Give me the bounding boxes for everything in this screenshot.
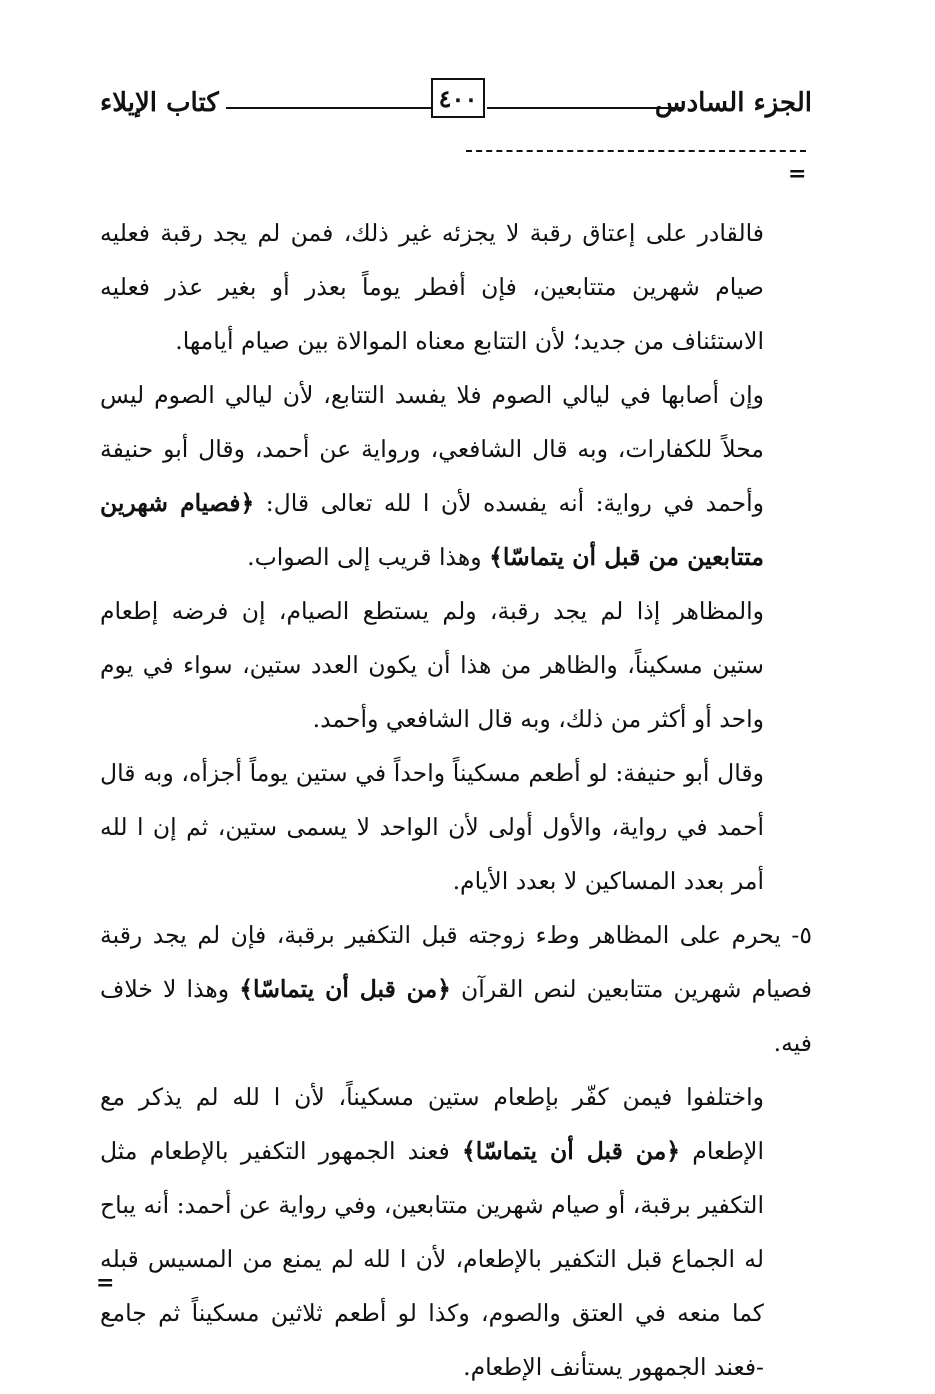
header-rule-left [226, 107, 431, 109]
page-header [100, 78, 812, 134]
paragraph-text: وهذا لا خلاف فيه. [100, 975, 812, 1057]
paragraph-3 [100, 584, 812, 746]
numbered-item-5 [100, 908, 812, 1070]
dashed-separator [466, 150, 806, 152]
quran-quote: ﴿فصيام شهرين متتابعين من قبل أن يتماسّا﴾ [100, 489, 764, 571]
paragraph-text: وهذا قريب إلى الصواب. [247, 543, 490, 571]
volume-label: الجزء السادس [654, 88, 812, 118]
paragraph-6 [100, 1070, 812, 1394]
quran-quote: ﴿من قبل أن يتماسّا﴾ [462, 1137, 681, 1165]
paragraph-2 [100, 368, 812, 584]
header-rule-right [487, 107, 682, 109]
paragraph-4 [100, 746, 812, 908]
paragraph-text: والمظاهر إذا لم يجد رقبة، ولم يستطع الصيام، إن فرضه إطعام ستين مسكيناً، والظاهر من هذا أن يكون العدد ستين، سواء في يوم واحد أو أكثر من ذلك، وبه قال الشافعي وأحمد. [100, 597, 764, 733]
paragraph-text: يحرم على المظاهر وطء زوجته قبل التكفير برقبة، فإن لم يجد رقبة فصيام شهرين متتابعين لنص القرآن [100, 921, 813, 1003]
paragraph-text: وإن أصابها في ليالي الصوم فلا يفسد التتابع، لأن ليالي الصوم ليس محلاً للكفارات، وبه قال الشافعي، ورواية عن أحمد، وقال أبو حنيفة وأحمد في رواية: أنه يفسده لأن ا لله تعالى قال: [100, 381, 764, 517]
book-title: كتاب الإيلاء [100, 88, 219, 118]
paragraph-text: واختلفوا فيمن كفّر بإطعام ستين مسكيناً، لأن ا لله لم يذكر مع الإطعام [100, 1083, 764, 1165]
paragraph-text: فالقادر على إعتاق رقبة لا يجزئه غير ذلك، فمن لم يجد رقبة فعليه صيام شهرين متتابعين، فإن أفطر يوماً بعذر أو بغير عذر فعليه الاستئناف من جديد؛ لأن التتابع معناه الموالاة بين صيام أيامها. [100, 219, 764, 355]
paragraph-text: وقال أبو حنيفة: لو أطعم مسكيناً واحداً في ستين يوماً أجزأه، وبه قال أحمد في رواية، والأول أولى لأن الواحد لا يسمى ستين، ثم إن ا لله أمر بعدد المساكين لا بعدد الأيام. [100, 759, 764, 895]
item-number: ٥- [791, 921, 812, 949]
page-number: ٤٠٠ [431, 78, 485, 118]
paragraph-1 [100, 206, 812, 368]
page-body [100, 206, 812, 1394]
margin-mark-top: = [788, 161, 807, 187]
margin-mark-bottom: = [96, 1270, 115, 1296]
paragraph-text: فعند الجمهور التكفير بالإطعام مثل التكفير برقبة، أو صيام شهرين متتابعين، وفي رواية عن أحمد: أنه يباح له الجماع قبل التكفير بالإطعام، لأن ا لله لم يمنع من المسيس قبله كما منعه في العتق والصوم، وكذا لو أطعم ثلاثين مسكيناً ثم جامع -فعند الجمهور يستأنف الإطعام. [100, 1137, 764, 1381]
quran-quote: ﴿من قبل أن يتماسّا﴾ [239, 975, 451, 1003]
